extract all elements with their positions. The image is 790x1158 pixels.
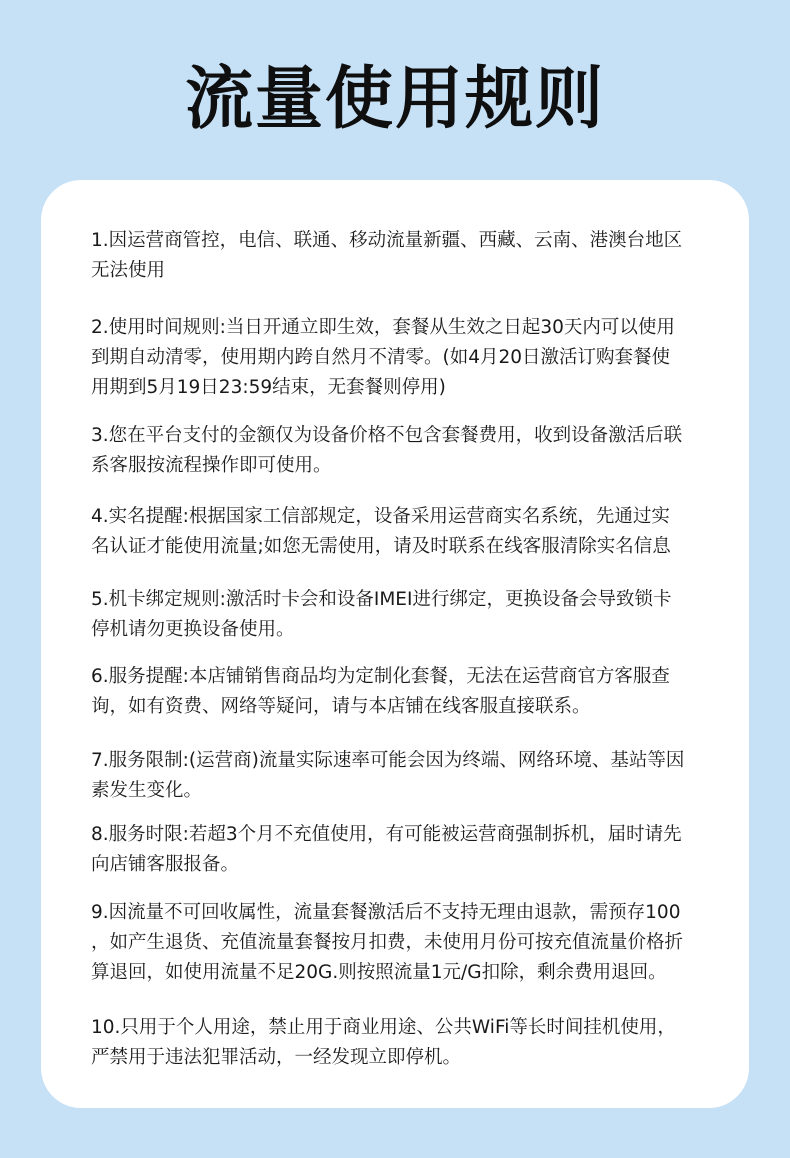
rule-4 [91,502,725,562]
rule-line: 严禁用于违法犯罪活动，一经发现立即停机。 [91,1047,462,1068]
rules-card [41,180,749,1108]
rule-line: 用期到5月19日23:59结束，无套餐则停用) [91,377,446,398]
rule-2 [91,313,725,403]
page-title: 流量使用规则 [184,60,605,139]
rule-line: 素发生变化。 [91,780,203,801]
rule-line: 2.使用时间规则:当日开通立即生效，套餐从生效之日起30天内可以使用 [91,317,675,338]
rule-line: 10.只用于个人用途，禁止用于商业用途、公共WiFi等长时间挂机使用， [91,1017,676,1038]
rule-8 [91,820,725,880]
rule-line: 6.服务提醒:本店铺销售商品均为定制化套餐，无法在运营商官方客服查 [91,666,670,687]
rule-9 [91,898,725,988]
rule-7 [91,746,725,806]
rule-line: 5.机卡绑定规则:激活时卡会和设备IMEI进行绑定，更换设备会导致锁卡 [91,589,672,610]
rule-6 [91,662,725,722]
rule-line: 3.您在平台支付的金额仅为设备价格不包含套餐费用，收到设备激活后联 [91,425,683,446]
rule-line: 1.因运营商管控，电信、联通、移动流量新疆、西藏、云南、港澳台地区 [91,230,683,251]
rule-10 [91,1013,725,1073]
rule-line: 8.服务时限:若超3个月不充值使用，有可能被运营商强制拆机，届时请先 [91,824,682,845]
rule-1 [91,226,725,286]
rule-line: 向店铺客服报备。 [91,854,240,875]
rule-line: 停机请勿更换设备使用。 [91,619,295,640]
rule-line: 9.因流量不可回收属性，流量套餐激活后不支持无理由退款，需预存100 [91,902,681,923]
rule-line: 名认证才能使用流量;如您无需使用，请及时联系在线客服清除实名信息 [91,536,671,557]
rule-line: 到期自动清零，使用期内跨自然月不清零。(如4月20日激活订购套餐使 [91,347,671,368]
rule-line: 无法使用 [91,260,166,281]
rule-5 [91,585,725,645]
rule-line: 询，如有资费、网络等疑问，请与本店铺在线客服直接联系。 [91,696,591,717]
rule-line: 4.实名提醒:根据国家工信部规定，设备采用运营商实名系统，先通过实 [91,506,670,527]
rule-line: ，如产生退货、充值流量套餐按月扣费，未使用月份可按充值流量价格折 [91,932,684,953]
rule-line: 7.服务限制:(运营商)流量实际速率可能会因为终端、网络环境、基站等因 [91,750,685,771]
rule-line: 算退回，如使用流量不足20G.则按照流量1元/G扣除，剩余费用退回。 [91,962,667,983]
rule-3 [91,421,725,481]
rule-line: 系客服按流程操作即可使用。 [91,455,332,476]
